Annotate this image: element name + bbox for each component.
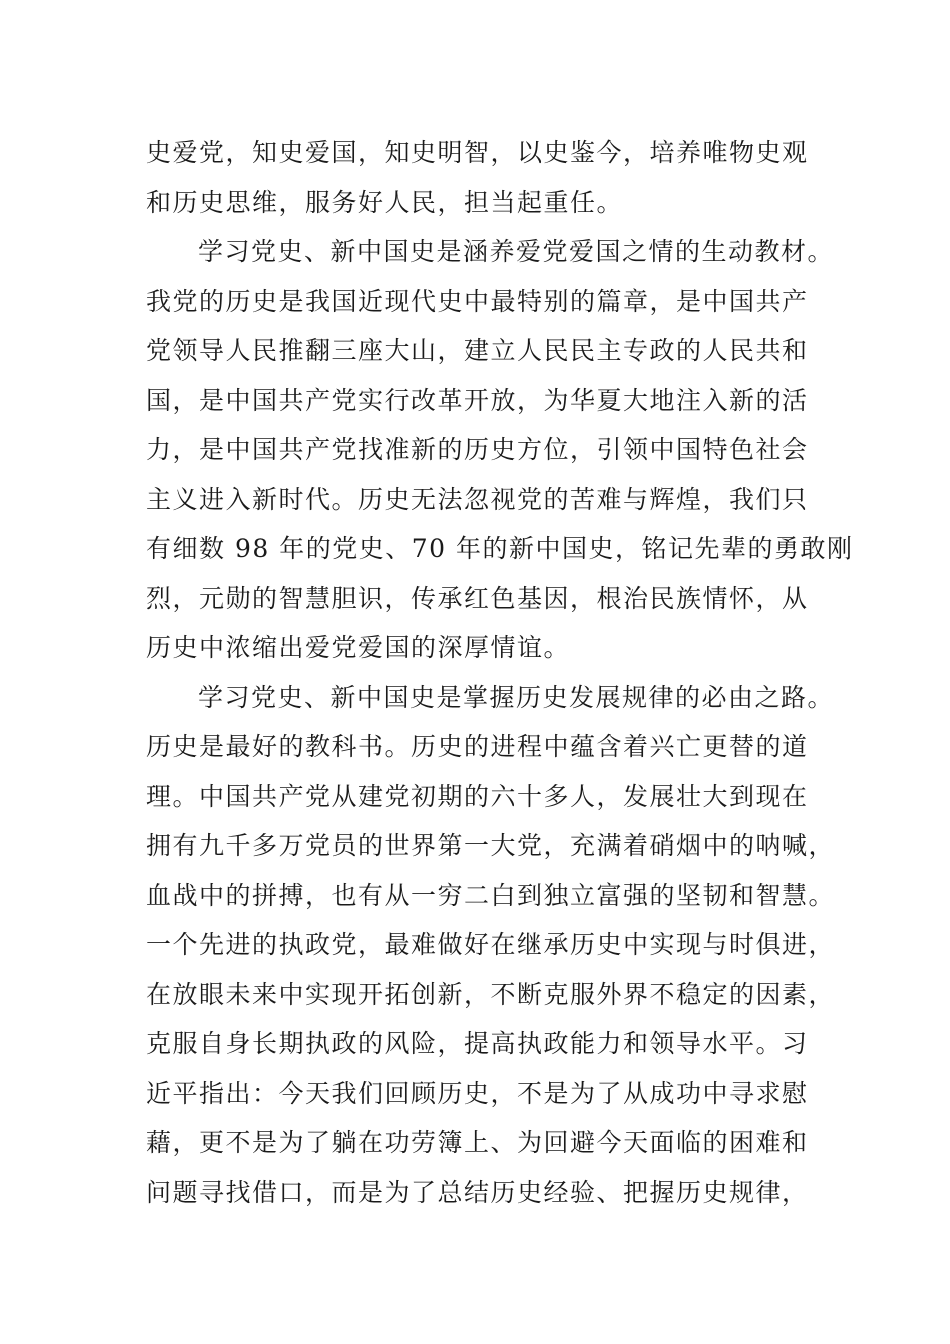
text-line: 理。中国共产党从建党初期的六十多人，发展壮大到现在 bbox=[146, 781, 809, 811]
paragraph-start-line: 学习党史、新中国史是涵养爱党爱国之情的生动教材。 bbox=[198, 237, 835, 266]
text-line: 有细数 98 年的党史、70 年的新中国史，铭记先辈的勇敢刚 bbox=[146, 534, 854, 563]
text-line: 在放眼未来中实现开拓创新，不断克服外界不稳定的因素， bbox=[146, 979, 836, 1009]
text-line: 党领导人民推翻三座大山，建立人民民主专政的人民共和 bbox=[146, 336, 809, 365]
text-line: 史爱党，知史爱国，知史明智，以史鉴今，培养唯物史观 bbox=[146, 138, 809, 167]
text-line: 力，是中国共产党找准新的历史方位，引领中国特色社会 bbox=[146, 435, 809, 464]
text-line: 和历史思维，服务好人民，担当起重任。 bbox=[146, 187, 624, 217]
text-line: 主义进入新时代。历史无法忽视党的苦难与辉煌，我们只 bbox=[146, 484, 809, 514]
text-line: 我党的历史是我国近现代史中最特别的篇章，是中国共产 bbox=[146, 286, 809, 316]
text-line: 一个先进的执政党，最难做好在继承历史中实现与时俱进， bbox=[146, 930, 836, 959]
text-line: 克服自身长期执政的风险，提高执政能力和领导水平。习 bbox=[146, 1029, 809, 1058]
text-line: 问题寻找借口，而是为了总结历史经验、把握历史规律， bbox=[146, 1177, 809, 1207]
paragraph-start-line: 学习党史、新中国史是掌握历史发展规律的必由之路。 bbox=[198, 682, 835, 712]
text-line: 历史中浓缩出爱党爱国的深厚情谊。 bbox=[146, 633, 571, 662]
text-line: 血战中的拼搏，也有从一穷二白到独立富强的坚韧和智慧。 bbox=[146, 880, 836, 910]
text-line: 国，是中国共产党实行改革开放，为华夏大地注入新的活 bbox=[146, 385, 809, 415]
text-line: 烈，元勋的智慧胆识，传承红色基因，根治民族情怀，从 bbox=[146, 583, 809, 613]
text-line: 拥有九千多万党员的世界第一大党，充满着硝烟中的呐喊， bbox=[146, 831, 836, 860]
text-line: 历史是最好的教科书。历史的进程中蕴含着兴亡更替的道 bbox=[146, 732, 809, 761]
text-line: 藉，更不是为了躺在功劳簿上、为回避今天面临的困难和 bbox=[146, 1128, 809, 1157]
text-line: 近平指出：今天我们回顾历史，不是为了从成功中寻求慰 bbox=[146, 1078, 809, 1108]
document-body bbox=[146, 128, 854, 1217]
